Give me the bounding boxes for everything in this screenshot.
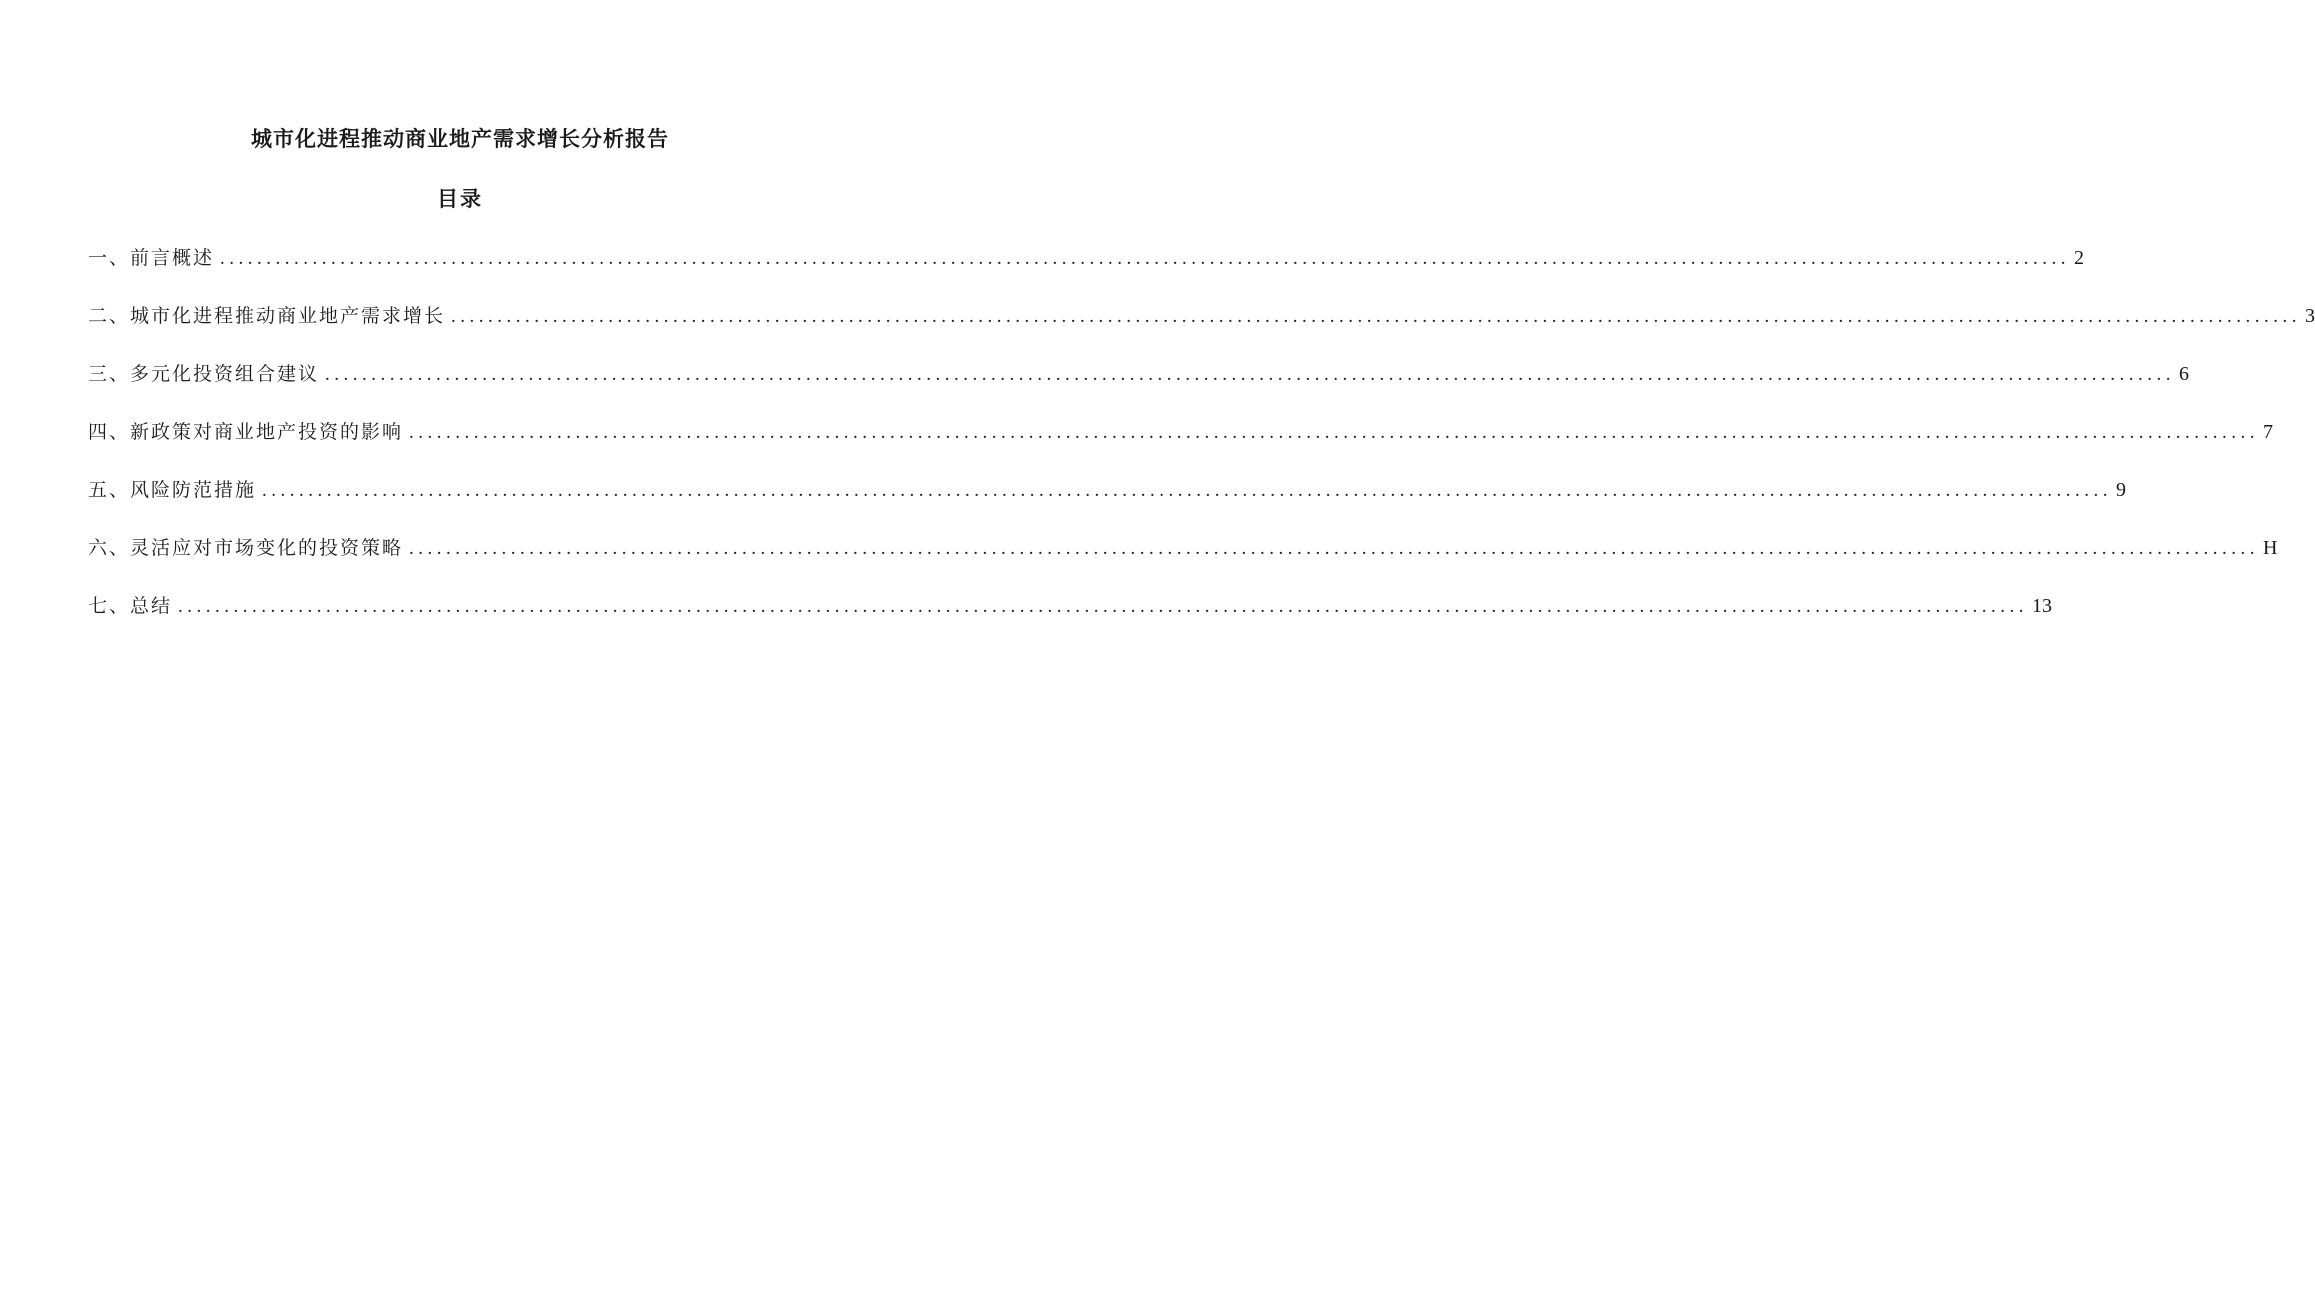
document-title: 城市化进程推动商业地产需求增长分析报告 (251, 127, 669, 151)
toc-entry-title: 一、前言概述 (88, 247, 215, 269)
toc-entry-title: 二、城市化进程推动商业地产需求增长 (88, 305, 446, 327)
toc-entry-page: 2 (2074, 247, 2085, 269)
toc-entry[interactable] (88, 301, 2315, 359)
table-of-contents (88, 243, 2315, 649)
toc-entry[interactable] (88, 243, 2085, 301)
toc-dot-leader: ........................................................................................................................................................................................................ (409, 422, 2260, 443)
toc-entry-page: H (2263, 537, 2278, 559)
toc-entry-title: 五、风险防范措施 (88, 479, 257, 501)
toc-entry-title: 七、总结 (88, 595, 173, 617)
toc-dot-leader: ........................................................................................................................................................................................................ (178, 596, 2029, 617)
toc-entry-title: 四、新政策对商业地产投资的影响 (88, 421, 404, 443)
toc-entry[interactable] (88, 591, 2053, 649)
toc-entry-title: 六、灵活应对市场变化的投资策略 (88, 537, 404, 559)
toc-entry[interactable] (88, 475, 2127, 533)
toc-entry-page: 13 (2032, 595, 2053, 617)
toc-dot-leader: ........................................................................................................................................................................................................ (325, 364, 2176, 385)
toc-entry[interactable] (88, 533, 2278, 591)
toc-entry-page: 6 (2179, 363, 2190, 385)
toc-dot-leader: ........................................................................................................................................................................................................ (262, 480, 2113, 501)
toc-dot-leader: ........................................................................................................................................................................................................ (220, 248, 2071, 269)
toc-heading: 目录 (437, 187, 483, 211)
toc-entry-page: 9 (2116, 479, 2127, 501)
toc-entry-title: 三、多元化投资组合建议 (88, 363, 320, 385)
toc-dot-leader: ........................................................................................................................................................................................................ (451, 306, 2302, 327)
toc-entry[interactable] (88, 359, 2190, 417)
toc-entry[interactable] (88, 417, 2274, 475)
toc-entry-page: 7 (2263, 421, 2274, 443)
toc-entry-page: 3 (2305, 305, 2315, 327)
toc-dot-leader: ........................................................................................................................................................................................................ (409, 538, 2260, 559)
